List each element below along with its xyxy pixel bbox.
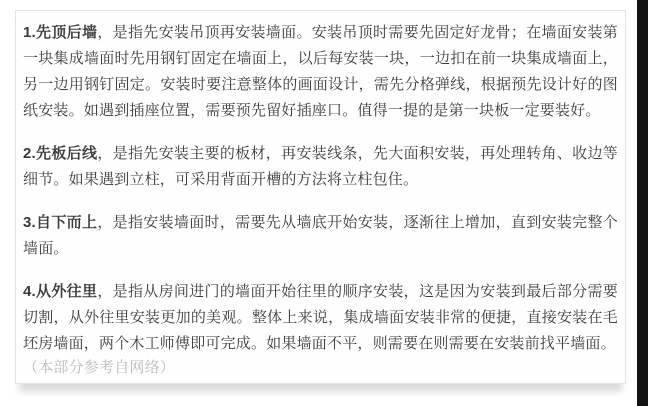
paragraph-lead: 3.自下而上 <box>23 214 98 231</box>
paragraph-outside-to-inside <box>23 279 618 357</box>
paragraph-lead: 4.从外往里 <box>23 283 98 300</box>
paragraph-body: ，是指安装墙面时，需要先从墙底开始安装，逐渐往上增加，直到安装完整个墙面。 <box>23 214 618 257</box>
paragraph-body: ，是指先安装主要的板材，再安装线条，先大面积安装，再处理转角、收边等细节。如果遇到立柱，可采用背面开槽的方法将立柱包住。 <box>23 145 618 188</box>
paragraph-body: ，是指从房间进门的墙面开始往里的顺序安装，这是因为安装到最后部分需要切割，从外往里安装更加的美观。整体上来说，集成墙面安装非常的便捷，直接安装在毛坯房墙面，两个木工师傅即可完成。如果墙面不平，则需要在则需要在安装前找平墙面。 <box>23 283 618 352</box>
right-edge-bar <box>637 0 648 406</box>
paragraph-body: ，是指先安装吊顶再安装墙面。安装吊顶时需要先固定好龙骨；在墙面安装第一块集成墙面时先用钢钉固定在墙面上，以后每安装一块，一边扣在前一块集成墙面上，另一边用钢钉固定。安装时要注意整体的画面设计，需先分格弹线，根据预先设计好的图纸安装。如遇到插座位置，需要预先留好插座口。值得一提的是第一块板一定要装好。 <box>23 24 618 119</box>
paragraph-lead: 2.先板后线 <box>23 145 98 162</box>
paragraph-first-board-then-trim <box>23 141 618 193</box>
article-card <box>15 10 626 384</box>
source-footnote: （本部分参考自网络） <box>23 359 176 376</box>
paragraph-bottom-to-top <box>23 210 618 262</box>
paragraph-lead: 1.先顶后墙 <box>23 24 98 41</box>
paragraph-first-ceiling-then-wall <box>23 20 618 124</box>
